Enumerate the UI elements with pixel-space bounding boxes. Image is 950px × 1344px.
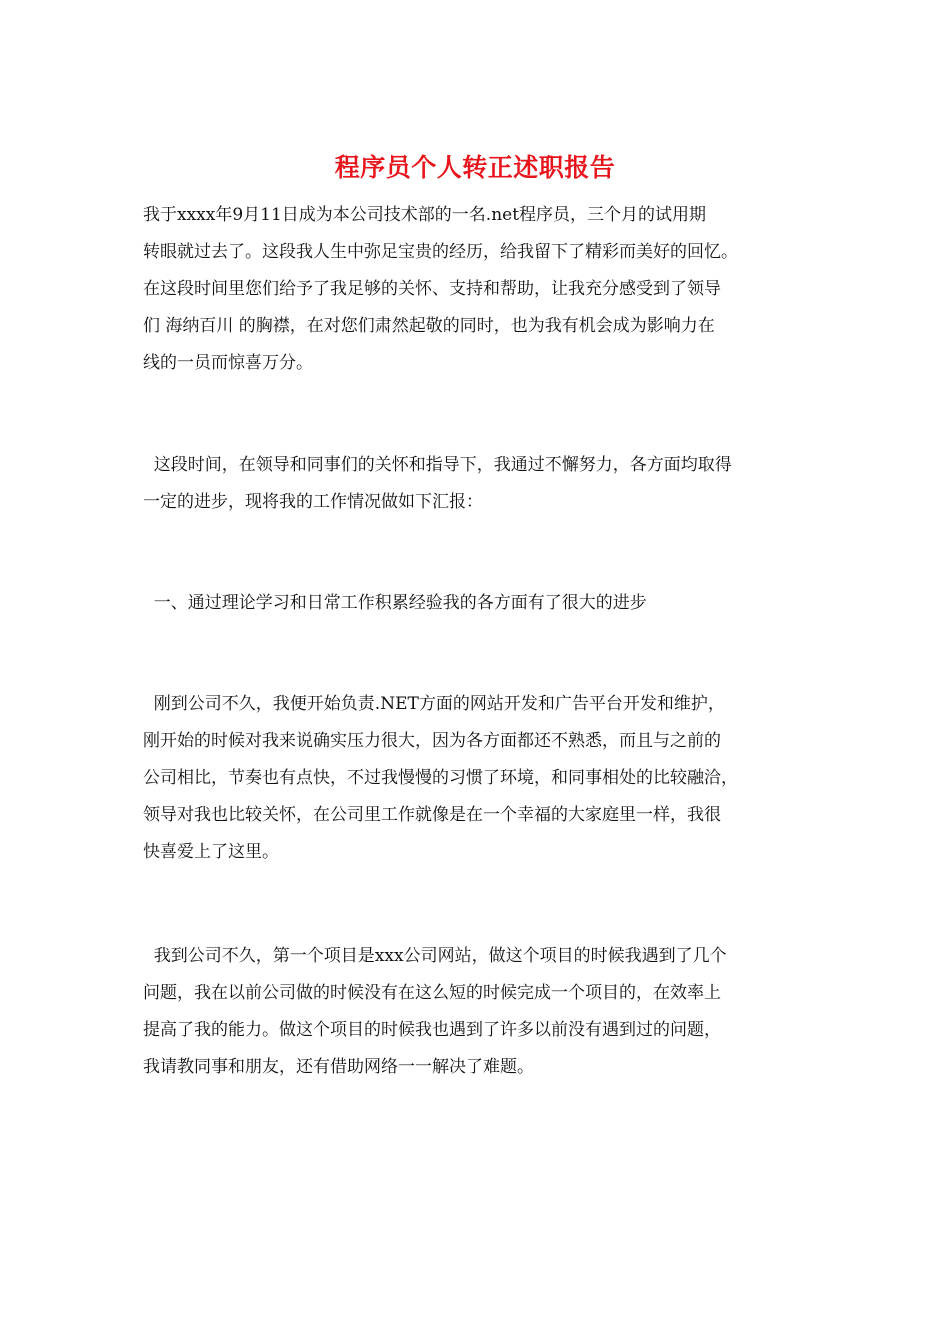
text-line: 领导对我也比较关怀，在公司里工作就像是在一个幸福的大家庭里一样，我很 [143, 805, 721, 825]
text-line: 一定的进步，现将我的工作情况做如下汇报： [143, 492, 483, 512]
section-heading-text: 一、通过理论学习和日常工作积累经验我的各方面有了很大的进步 [143, 593, 647, 613]
paragraph-intro [143, 197, 815, 382]
document-title: 程序员个人转正述职报告 [334, 153, 616, 182]
text-line: 刚开始的时候对我来说确实压力很大，因为各方面都还不熟悉，而且与之前的 [143, 731, 721, 751]
text-line: 在这段时间里您们给予了我足够的关怀、支持和帮助，让我充分感受到了领导 [143, 279, 721, 299]
text-line: 我请教同事和朋友，还有借助网络一一解决了难题。 [143, 1057, 534, 1077]
text-line: 我于xxxx年9月11日成为本公司技术部的一名.net程序员，三个月的试用期 [143, 205, 707, 225]
text-line: 刚到公司不久，我便开始负责.NET方面的网站开发和广告平台开发和维护， [143, 694, 725, 714]
text-line: 转眼就过去了。这段我人生中弥足宝贵的经历，给我留下了精彩而美好的回忆。 [143, 242, 738, 262]
paragraph-project [143, 938, 815, 1086]
text-line: 我到公司不久，第一个项目是xxx公司网站，做这个项目的时候我遇到了几个 [143, 946, 727, 966]
paragraph-experience [143, 686, 815, 871]
text-line: 们 海纳百川 的胸襟，在对您们肃然起敬的同时，也为我有机会成为影响力在 [143, 316, 715, 336]
text-line: 问题，我在以前公司做的时候没有在这么短的时候完成一个项目的，在效率上 [143, 983, 721, 1003]
text-line: 提高了我的能力。做这个项目的时候我也遇到了许多以前没有遇到过的问题， [143, 1020, 721, 1040]
text-line: 公司相比，节奏也有点快，不过我慢慢的习惯了环境，和同事相处的比较融洽， [143, 768, 738, 788]
text-line: 快喜爱上了这里。 [143, 842, 279, 862]
text-line: 线的一员而惊喜万分。 [143, 353, 313, 373]
section-heading-1 [143, 585, 815, 622]
text-line: 这段时间，在领导和同事们的关怀和指导下，我通过不懈努力，各方面均取得 [143, 455, 732, 475]
paragraph-summary [143, 447, 815, 521]
